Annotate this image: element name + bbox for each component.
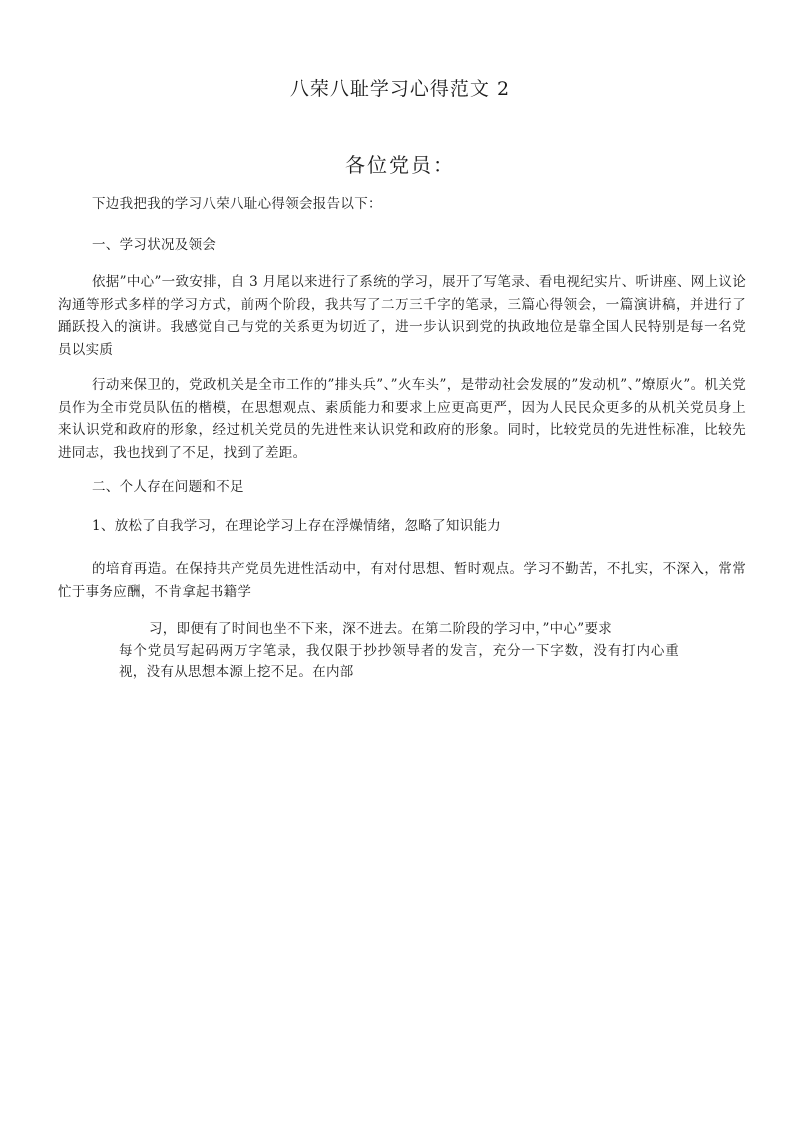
section-heading-study: 一、学习状况及领会 xyxy=(92,237,217,253)
paragraph-intro: 下边我把我的学习八荣八耻心得领会报告以下： xyxy=(92,196,382,212)
salutation: 各位党员： xyxy=(345,153,455,177)
paragraph-problem-1: 1、放松了自我学习，在理论学习上存在浮燥情绪，忽略了知识能力 xyxy=(92,518,502,534)
paragraph-problem-1-detail xyxy=(119,619,679,684)
paragraph-line: 习，即便有了时间也坐不下来，深不进去。在第二阶段的学习中，”中心”要求 xyxy=(149,621,613,637)
paragraph-line: 每个党员写起码两万字笔录，我仅限于抄抄领导者的发言，充分一下字数，没有打内心重视，没有从思想本源上挖不足。在内部 xyxy=(119,642,679,680)
document-title: 八荣八耻学习心得范文 2 xyxy=(289,78,511,100)
section-heading-problems: 二、个人存在问题和不足 xyxy=(92,479,244,495)
paragraph-study-basis: 依据”中心”一致安排，自 3 月尾以来进行了系统的学习，展开了写笔录、看电视纪实片、听讲座、网上议论沟通等形式多样的学习方式，前两个阶段，我共写了二万三千字的笔录，三篇心得领会，一篇演讲稿，并进行了踊跃投入的演讲。我感觉自己与党的关系更为切近了，进一步认识到党的执政地位是靠全国人民特别是每一名党员以实质 xyxy=(58,274,746,358)
paragraph-problem-1-cont: 的培育再造。在保持共产党员先进性活动中，有对付思想、暂时观点。学习不勤苦，不扎实，不深入，常常忙于事务应酬，不肯拿起书籍学 xyxy=(58,561,746,600)
paragraph-study-action: 行动来保卫的，党政机关是全市工作的”排头兵”、”火车头”，是带动社会发展的”发动机”、”燎原火”。机关党员作为全市党员队伍的楷模，在思想观点、素质能力和要求上应更高更严，因为人民民众更多的从机关党员身上来认识党和政府的形象，经过机关党员的先进性来认识党和政府的形象。同时，比较党员的先进性标准，比较先进同志，我也找到了不足，找到了差距。 xyxy=(58,377,746,461)
